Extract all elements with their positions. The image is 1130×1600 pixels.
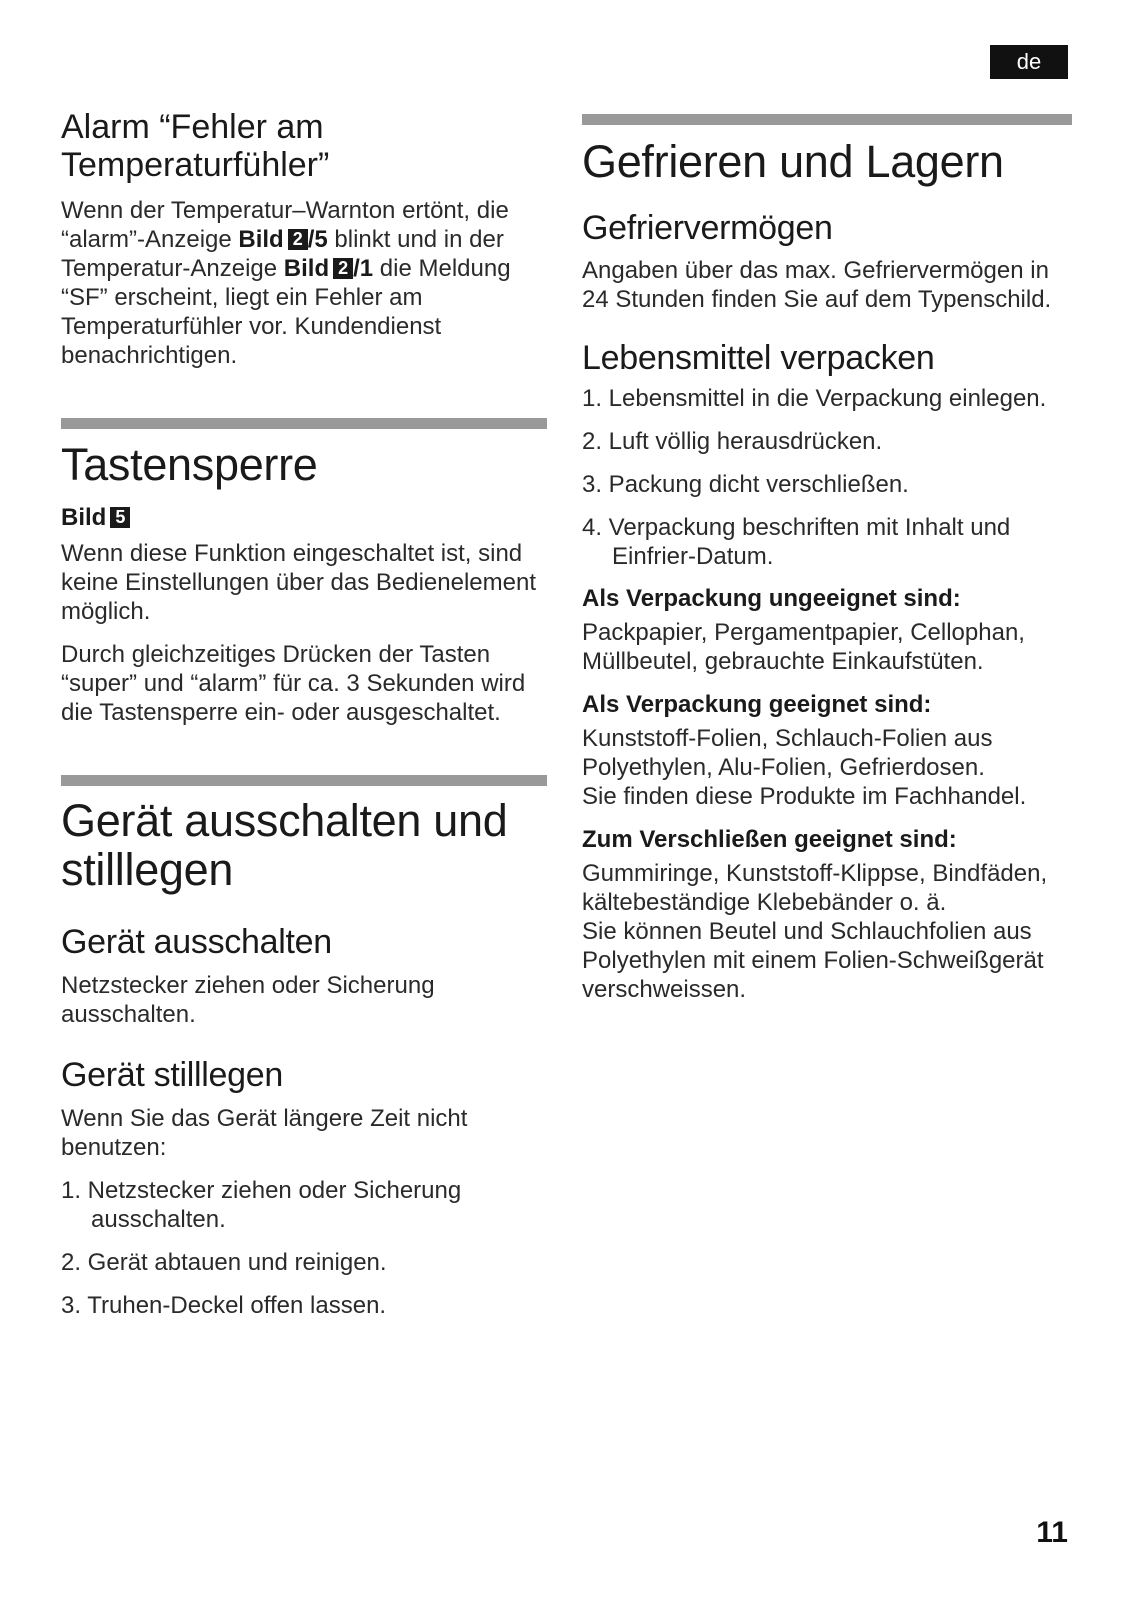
geeignet-text1: Kunststoff-Folien, Schlauch-Folien aus Polyethylen, Alu-Folien, Gefrierdosen. xyxy=(582,725,993,781)
bild-ref: Bild xyxy=(238,226,284,253)
gefriervermoegen-text: Angaben über das max. Gefriervermögen in 24 Stunden finden Sie auf dem Typenschild. xyxy=(582,257,1052,313)
page-number: 11 xyxy=(1036,1516,1068,1549)
verschliessen-title: Zum Verschließen geeignet sind: xyxy=(582,826,957,853)
stilllegen-steps xyxy=(61,1176,547,1320)
geraet-section xyxy=(61,796,547,1320)
tastensperre-title: Tastensperre xyxy=(61,439,318,490)
ungeeignet-text: Packpapier, Pergamentpapier, Cellophan, Müllbeutel, gebrauchte Einkaufstüten. xyxy=(582,619,1025,675)
figure-number-badge: 2 xyxy=(333,258,353,279)
figure-item-ref: /5 xyxy=(307,226,328,253)
geraet-title xyxy=(61,796,547,894)
section-divider xyxy=(582,114,1072,125)
ausschalten-text: Netzstecker ziehen oder Sicherung ausschalten. xyxy=(61,972,435,1028)
figure-number-badge: 2 xyxy=(288,229,308,250)
tastensperre-section xyxy=(61,440,547,727)
alarm-text-part3: die Meldung “SF” erscheint, liegt ein Fehler am Temperaturfühler vor. Kundendienst benachrichtigen. xyxy=(61,255,511,369)
left-column xyxy=(61,108,547,1334)
stilllegen-title: Gerät stilllegen xyxy=(61,1056,283,1094)
list-item: 3. Packung dicht verschließen. xyxy=(582,471,909,498)
figure-number-badge: 5 xyxy=(110,507,130,528)
stilllegen-text: Wenn Sie das Gerät längere Zeit nicht benutzen: xyxy=(61,1105,468,1161)
right-column xyxy=(582,114,1072,1004)
gefrieren-title: Gefrieren und Lagern xyxy=(582,136,1004,187)
alarm-title-line2: Temperaturfühler” xyxy=(61,146,330,184)
figure-item-ref: /1 xyxy=(353,255,374,282)
verpacken-title: Lebensmittel verpacken xyxy=(582,339,935,377)
alarm-text-part1: Wenn der Temperatur–Warnton ertönt, die “alarm”-Anzeige xyxy=(61,197,509,253)
list-item: 1. Lebensmittel in die Verpackung einlegen. xyxy=(582,385,1047,412)
alarm-text xyxy=(61,196,547,370)
geraet-title-line1: Gerät ausschalten und xyxy=(61,795,508,846)
bild-ref: Bild xyxy=(61,504,107,531)
geeignet-title: Als Verpackung geeignet sind: xyxy=(582,691,932,718)
alarm-title-line1: Alarm “Fehler am xyxy=(61,108,324,146)
alarm-section xyxy=(61,108,547,370)
list-item: 3. Truhen-Deckel offen lassen. xyxy=(61,1292,387,1319)
alarm-title xyxy=(61,108,547,184)
tastensperre-text2: Durch gleichzeitiges Drücken der Tasten “super” und “alarm” für ca. 3 Sekunden wird die Tastensperre ein- oder ausgeschaltet. xyxy=(61,641,526,726)
list-item: 2. Gerät abtauen und reinigen. xyxy=(61,1249,387,1276)
section-divider xyxy=(61,418,547,429)
tastensperre-text1: Wenn diese Funktion eingeschaltet ist, sind keine Einstellungen über das Bedienelement möglich. xyxy=(61,540,536,625)
list-item: 4. Verpackung beschriften mit Inhalt und Einfrier-Datum. xyxy=(582,514,1011,570)
tastensperre-figure-ref xyxy=(61,503,547,532)
verpacken-steps xyxy=(582,384,1072,571)
language-badge: de xyxy=(990,45,1068,79)
geeignet-text2: Sie finden diese Produkte im Fachhandel. xyxy=(582,783,1027,810)
ausschalten-title: Gerät ausschalten xyxy=(61,923,332,961)
verschliessen-text1: Gummiringe, Kunststoff-Klippse, Bindfäden, kältebeständige Klebebänder o. ä. xyxy=(582,860,1048,916)
verschliessen-text2: Sie können Beutel und Schlauchfolien aus Polyethylen mit einem Folien-Schweißgerät verschweissen. xyxy=(582,918,1044,1003)
section-divider xyxy=(61,775,547,786)
bild-ref: Bild xyxy=(283,255,330,282)
alarm-text-part2: blinkt und in der Temperatur-Anzeige xyxy=(61,226,504,282)
ungeeignet-title: Als Verpackung ungeeignet sind: xyxy=(582,585,961,612)
geraet-title-line2: stilllegen xyxy=(61,844,234,895)
list-item: 1. Netzstecker ziehen oder Sicherung ausschalten. xyxy=(61,1177,462,1233)
list-item: 2. Luft völlig herausdrücken. xyxy=(582,428,883,455)
gefriervermoegen-title: Gefriervermögen xyxy=(582,209,833,247)
